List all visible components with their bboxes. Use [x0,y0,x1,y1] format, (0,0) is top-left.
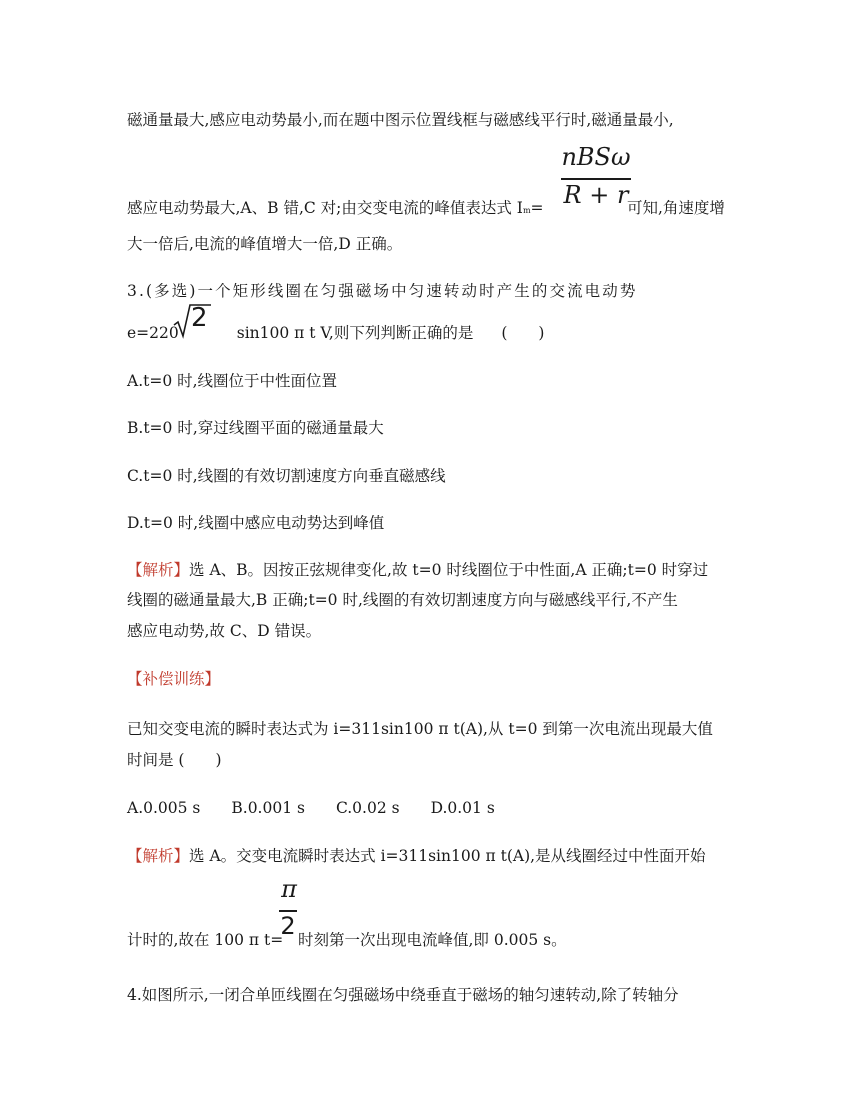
text-line: 线圈的磁通量最大,B 正确;t=0 时,线圈的有效切割速度方向与磁感线平行,不产生 [127,591,678,609]
text-line: 计时的,故在 100 π t= [127,931,284,949]
text-line: 大一倍后,电流的峰值增大一倍,D 正确。 [127,235,403,253]
option-c: C.t=0 时,线圈的有效切割速度方向垂直磁感线 [127,467,446,485]
text-line [127,196,544,218]
text-line: 时间是 ( ) [127,751,222,769]
text-segment: sin100 π t V,则下列判断正确的是 [236,324,474,342]
options-line: A.0.005 s B.0.001 s C.0.02 s D.0.01 s [127,799,495,817]
text-line: 时刻第一次出现电流峰值,即 0.005 s。 [298,931,567,949]
fraction-numerator: π [281,875,297,903]
text-segment: 选 A。交变电流瞬时表达式 i=311sin100 π t(A),是从线圈经过中性面开始 [189,847,706,865]
option-a: A.t=0 时,线圈位于中性面位置 [127,372,338,390]
fraction-bar [561,178,631,180]
equals-sign: = [530,199,544,217]
text-line: 磁通量最大,感应电动势最小,而在题中图示位置线框与磁感线平行时,磁通量最小, [127,111,674,129]
text-segment: 选 A、B。因按正弦规律变化,故 t=0 时线圈位于中性面,A 正确;t=0 时穿过 [189,561,709,579]
answer-paren: ( ) [501,324,545,342]
analysis-tag: 【解析】 [127,847,190,865]
analysis-tag: 【解析】 [127,561,190,579]
question-stem: 3.(多选)一个矩形线圈在匀强磁场中匀速转动时产生的交流电动势 [127,282,638,300]
analysis-line [127,558,708,580]
analysis-line [127,844,706,866]
text-segment: e=220 [127,324,179,342]
text-line: 可知,角速度增 [627,199,725,217]
question-stem: 4.如图所示,一闭合单匝线圈在匀强磁场中绕垂直于磁场的轴匀速转动,除了转轴分 [127,986,679,1004]
option-b: B.t=0 时,穿过线圈平面的磁通量最大 [127,419,384,437]
section-tag: 【补偿训练】 [127,670,221,688]
subscript: m [522,206,531,215]
text-segment: 感应电动势最大,A、B 错,C 对;由交变电流的峰值表达式 I [127,199,523,217]
fraction-numerator: nBSω [561,143,631,171]
fraction-denominator: 2 [280,912,296,940]
text-line: 感应电动势,故 C、D 错误。 [127,622,322,640]
question-stem: 已知交变电流的瞬时表达式为 i=311sin100 π t(A),从 t=0 到第一次电流出现最大值 [127,720,713,738]
option-d: D.t=0 时,线圈中感应电动势达到峰值 [127,514,385,532]
sqrt-value: 2 [191,303,208,333]
fraction-denominator: R + r [563,181,629,209]
